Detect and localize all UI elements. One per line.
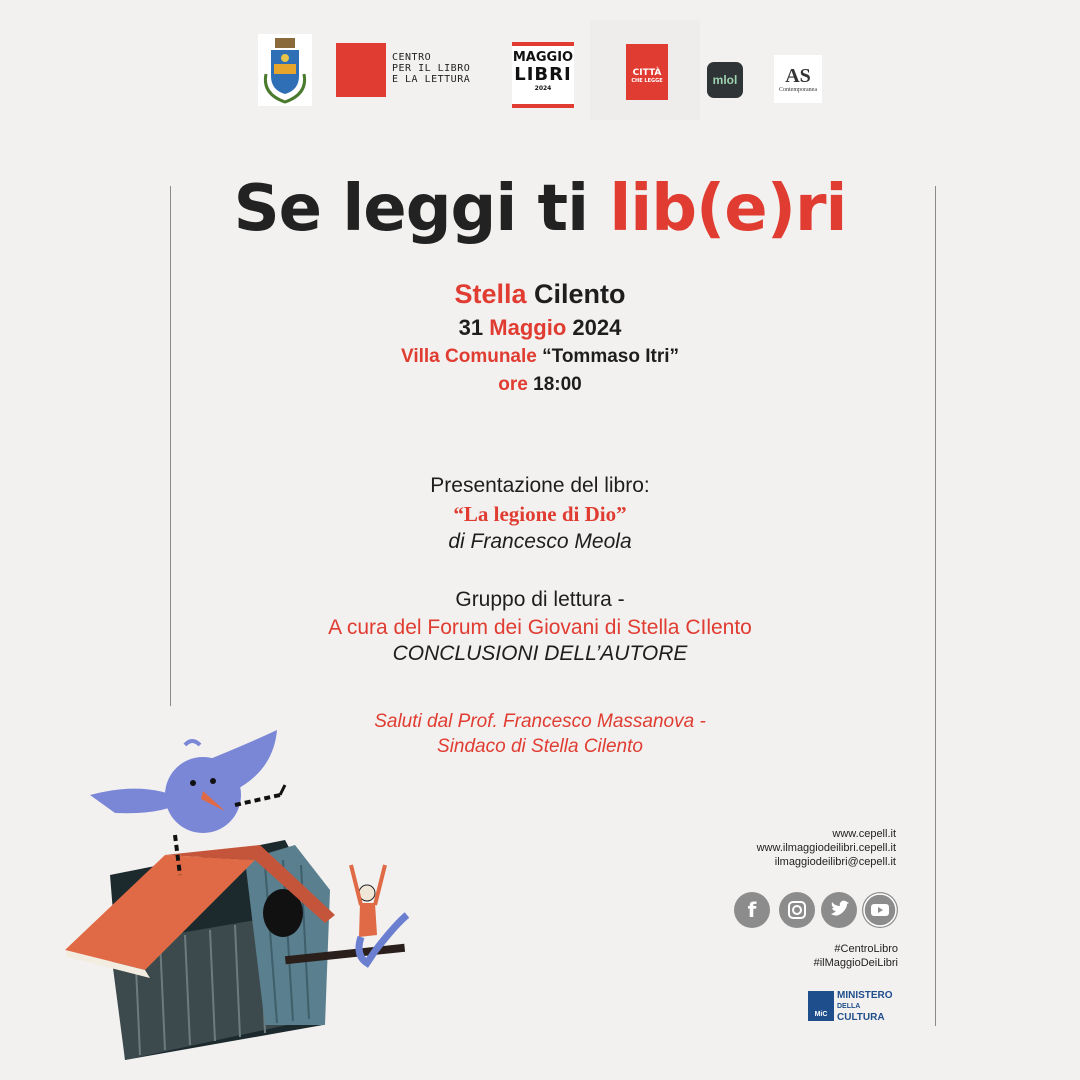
greetings-line1: Saluti dal Prof. Francesco Massanova - <box>374 711 706 732</box>
forum-credit: A cura del Forum dei Giovani di Stella CIlento <box>328 616 752 639</box>
ministry-line1: MINISTERO <box>837 990 893 1001</box>
reading-group-label: Gruppo di lettura - <box>455 588 625 611</box>
hashtag-maggiodeilibri: #ilMaggioDeiLibri <box>813 957 898 969</box>
contact-email[interactable]: ilmaggiodeilibri@cepell.it <box>774 856 896 868</box>
contact-website[interactable]: www.cepell.it <box>832 828 896 840</box>
citta-che-legge-logo <box>626 44 668 100</box>
time-red: ore <box>498 374 528 395</box>
mic-badge: MiC <box>808 991 834 1021</box>
ministry-text <box>837 990 893 1023</box>
ministry-line2: DELLA <box>837 1003 861 1010</box>
cepell-logo <box>336 40 486 100</box>
title-black-part: Se leggi ti <box>233 172 610 246</box>
twitter-icon[interactable] <box>821 892 857 928</box>
place-red: Stella <box>454 279 527 309</box>
greetings-line2: Sindaco di Stella Cilento <box>437 736 643 757</box>
municipality-crest-logo <box>258 34 312 106</box>
contacts-block <box>757 827 896 869</box>
contact-maggio-website[interactable]: www.ilmaggiodeilibri.cepell.it <box>756 842 896 854</box>
title-red-part: lib(e)ri <box>609 172 847 246</box>
as-logo-mark: AS <box>785 65 811 87</box>
venue-black: “Tommaso Itri” <box>536 346 680 367</box>
hashtags-block <box>814 942 898 970</box>
date-day: 31 <box>458 315 490 340</box>
instagram-icon[interactable] <box>779 892 815 928</box>
main-title <box>0 172 1080 246</box>
time-black: 18:00 <box>527 374 582 395</box>
event-date <box>0 315 1080 341</box>
citta-logo-line1: CITTÀ <box>632 68 662 78</box>
facebook-icon[interactable]: f <box>734 892 770 928</box>
book-author: di Francesco Meola <box>448 530 632 553</box>
hashtag-centrolibro: #CentroLibro <box>834 943 898 955</box>
cepell-logo-text: CENTRO PER IL LIBRO E LA LETTURA <box>392 52 471 85</box>
maggio-dei-libri-logo <box>512 42 574 108</box>
event-venue <box>0 346 1080 368</box>
presentation-label: Presentazione del libro: <box>430 474 650 497</box>
event-time <box>0 374 1080 396</box>
date-year: 2024 <box>566 315 622 340</box>
conclusions: CONCLUSIONI DELL’AUTORE <box>392 642 688 665</box>
bird-birdhouse-illustration <box>55 725 425 1070</box>
place-black: Cilento <box>526 279 626 309</box>
citta-logo-line2: CHE LEGGE <box>631 78 663 84</box>
mlol-logo: mlol <box>707 62 743 98</box>
event-place <box>0 279 1080 310</box>
as-contemporanea-logo <box>774 55 822 103</box>
ministry-line3: CULTURA <box>837 1012 885 1023</box>
as-logo-sub: Contemporanea <box>779 87 817 93</box>
maggio-logo-line1: MAGGIO <box>512 50 574 65</box>
maggio-logo-line3: LIBRI <box>514 64 572 85</box>
ministero-cultura-logo <box>808 990 898 1022</box>
venue-red: Villa Comunale <box>400 346 537 367</box>
youtube-icon[interactable] <box>862 892 898 928</box>
book-title: “La legione di Dio” <box>453 502 627 526</box>
maggio-logo-year: 2024 <box>534 85 552 92</box>
date-month: Maggio <box>489 315 567 340</box>
